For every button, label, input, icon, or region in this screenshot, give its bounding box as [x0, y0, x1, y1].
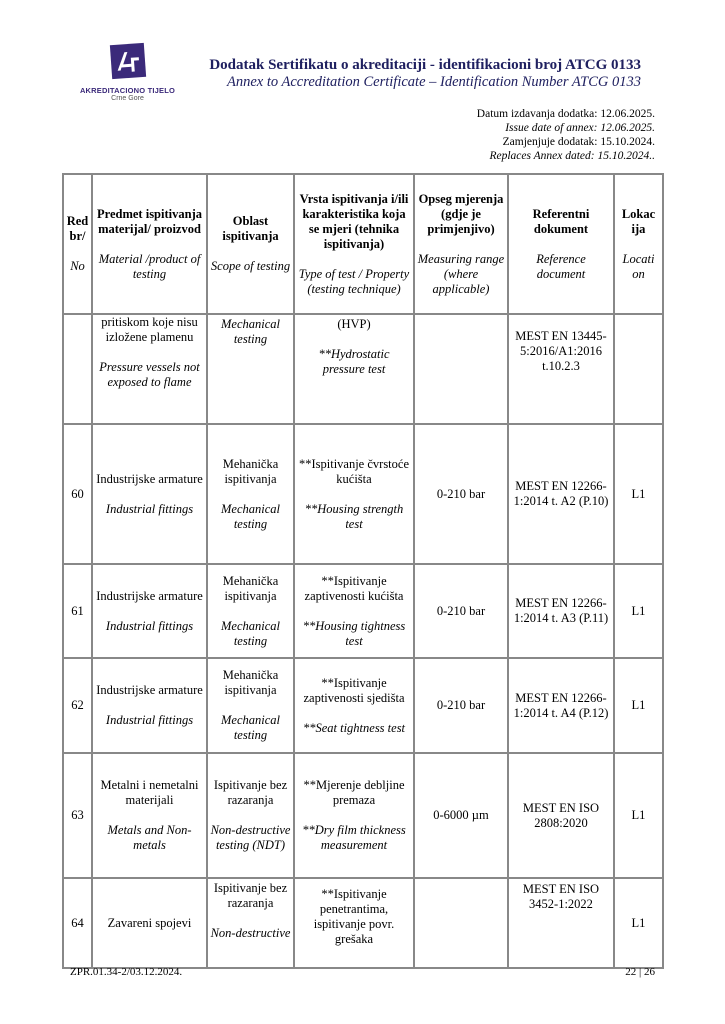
row-number-bs: 60 [71, 486, 84, 501]
material-cell [92, 424, 207, 564]
test-type-cell-en: **Housing tightness test [302, 618, 406, 648]
range-cell-bs: 0-210 bar [436, 486, 486, 501]
scope-cell [207, 878, 294, 968]
material-cell-bs: Industrijske armature [96, 471, 203, 486]
scope-cell [207, 424, 294, 564]
scope-cell-bs: Mehanička ispitivanja [222, 668, 279, 697]
header-location-bs: Lokac ija [621, 206, 656, 236]
material-cell [92, 878, 207, 968]
location-cell [614, 878, 663, 968]
material-cell-en: Industrial fittings [105, 618, 194, 633]
reference-cell-bs: MEST EN 12266-1:2014 t. A3 (P.11) [513, 596, 609, 625]
scope-cell [207, 564, 294, 658]
header-scope-bs: Oblast ispitivanja [222, 214, 279, 243]
test-type-cell [294, 564, 414, 658]
reference-cell-bs: MEST EN 12266-1:2014 t. A2 (P.10) [513, 479, 609, 508]
range-cell [414, 424, 508, 564]
material-cell [92, 658, 207, 753]
test-type-cell-bs: **Ispitivanje čvrstoće kućišta [298, 456, 410, 486]
material-cell [92, 564, 207, 658]
header-material [92, 174, 207, 314]
header-no-bs: Red br/ [66, 214, 89, 243]
header-range-bs: Opseg mjerenja (gdje je primjenjivo) [418, 191, 504, 236]
test-type-cell-en: **Seat tightness test [302, 720, 406, 735]
range-cell-bs: 0-210 bar [436, 603, 486, 618]
reference-cell-bs: MEST EN ISO 2808:2020 [522, 800, 600, 830]
location-cell-bs: L1 [631, 698, 646, 712]
test-type-cell-bs: (HVP) [337, 317, 371, 331]
test-type-cell-bs: **Ispitivanje zaptivenosti sjedišta [303, 675, 405, 705]
reference-cell [508, 424, 614, 564]
location-cell [614, 564, 663, 658]
row-number-bs: 62 [71, 698, 84, 712]
test-type-cell-en: **Dry film thickness measurement [302, 823, 406, 852]
location-cell-bs: L1 [631, 808, 646, 822]
scope-cell [207, 314, 294, 424]
test-type-cell [294, 314, 414, 424]
scope-cell-bs: Mehanička ispitivanja [222, 456, 279, 486]
header-scope-en: Scope of testing [210, 259, 291, 273]
reference-cell [508, 878, 614, 968]
test-type-cell-bs: **Ispitivanje zaptivenosti kućišta [304, 573, 404, 603]
location-cell [614, 314, 663, 424]
test-type-cell [294, 424, 414, 564]
test-type-cell [294, 658, 414, 753]
scope-cell-bs: Mehanička ispitivanja [222, 573, 279, 603]
location-cell [614, 658, 663, 753]
row-number [63, 753, 92, 878]
range-cell [414, 314, 508, 424]
row-number [63, 878, 92, 968]
scope-cell-bs: Ispitivanje bez razaranja [213, 778, 288, 807]
header-no [63, 174, 92, 314]
table-header [63, 174, 663, 314]
replaces-date-bs: Zamjenjuje dodatak: 15.10.2024. [502, 136, 655, 148]
header-material-en: Material /product of testing [98, 251, 201, 281]
logo [70, 44, 185, 102]
issue-date-en: Issue date of annex: 12.06.2025. [505, 122, 655, 134]
logo-mark-icon [109, 43, 145, 79]
row-number-bs: 61 [71, 603, 84, 618]
header-test-type-bs: Vrsta ispitivanja i/ili karakteristika koja se mjeri (tehnika ispitivanja) [299, 191, 409, 251]
material-cell [92, 314, 207, 424]
header-reference-en: Reference document [536, 251, 586, 281]
table-row [63, 878, 663, 968]
range-cell [414, 658, 508, 753]
location-cell-bs: L1 [631, 603, 646, 618]
header-test-type-en: Type of test / Property (testing technique) [298, 266, 410, 296]
reference-cell [508, 564, 614, 658]
range-cell [414, 564, 508, 658]
material-cell-bs: Zavareni spojevi [107, 915, 192, 930]
scope-cell-en: Mechanical testing [220, 618, 280, 648]
replaces-date-en: Replaces Annex dated: 15.10.2024.. [489, 150, 655, 162]
row-number [63, 424, 92, 564]
document-subtitle: Annex to Accreditation Certificate – Identification Number ATCG 0133 [226, 74, 641, 90]
test-type-cell-en: **Hydrostatic pressure test [318, 347, 390, 376]
range-cell [414, 878, 508, 968]
table-row [63, 424, 663, 564]
document-title: Dodatak Sertifikatu o akreditaciji - identifikacioni broj ATCG 0133 [209, 57, 641, 73]
location-cell [614, 424, 663, 564]
test-type-cell [294, 753, 414, 878]
scope-cell-en: Mechanical testing [220, 713, 280, 742]
material-cell-en: Pressure vessels not exposed to flame [99, 360, 200, 389]
header-test-type [294, 174, 414, 314]
issue-date-bs: Datum izdavanja dodatka: 12.06.2025. [476, 108, 655, 120]
scope-cell-en: Mechanical testing [220, 317, 280, 346]
scope-cell [207, 753, 294, 878]
row-number [63, 658, 92, 753]
reference-cell-bs: MEST EN 13445-5:2016/A1:2016 t.10.2.3 [515, 329, 607, 373]
material-cell-en: Industrial fittings [105, 501, 194, 516]
table-row [63, 658, 663, 753]
reference-cell-bs: MEST EN ISO 3452-1:2022 [522, 882, 600, 911]
header-reference-bs: Referentni dokument [532, 206, 590, 236]
material-cell-bs: Industrijske armature [96, 683, 203, 697]
reference-cell [508, 753, 614, 878]
header-location-en: Locati on [622, 251, 655, 281]
material-cell-en: Metals and Non-metals [107, 823, 192, 852]
range-cell-bs: 0-210 bar [436, 698, 486, 712]
material-cell-bs: Industrijske armature [96, 588, 203, 603]
location-cell [614, 753, 663, 878]
logo-subtitle: Crne Gore [111, 95, 144, 102]
scope-cell-en: Mechanical testing [220, 501, 280, 531]
scope-cell-en: Non-destructive testing (NDT) [210, 823, 291, 852]
table-row [63, 564, 663, 658]
material-cell-bs: Metalni i nemetalni materijali [100, 778, 199, 807]
page-number: 22 | 26 [625, 966, 655, 978]
header-location [614, 174, 663, 314]
test-type-cell [294, 878, 414, 968]
reference-cell-bs: MEST EN 12266-1:2014 t. A4 (P.12) [513, 690, 609, 720]
logo-name: AKREDITACIONO TIJELO [79, 86, 176, 95]
row-number [63, 314, 92, 424]
test-type-cell-bs: **Mjerenje debljine premaza [303, 778, 405, 807]
row-number [63, 564, 92, 658]
material-cell-en: Industrial fittings [105, 713, 194, 727]
header-no-en: No [70, 259, 85, 273]
table-row [63, 753, 663, 878]
header-reference [508, 174, 614, 314]
header-range [414, 174, 508, 314]
reference-cell [508, 658, 614, 753]
scope-cell-bs: Ispitivanje bez razaranja [213, 881, 288, 910]
header-range-en: Measuring range (where applicable) [417, 251, 505, 296]
location-cell-bs: L1 [631, 486, 646, 501]
scope-cell [207, 658, 294, 753]
material-cell [92, 753, 207, 878]
material-cell-bs: pritiskom koje nisu izložene plamenu [101, 315, 198, 344]
accreditation-table [62, 173, 664, 969]
range-cell [414, 753, 508, 878]
row-number-bs: 64 [71, 915, 84, 930]
scope-cell-en: Non-destructive [210, 926, 291, 940]
range-cell-bs: 0-6000 µm [433, 808, 489, 822]
header-material-bs: Predmet ispitivanja materijal/ proizvod [97, 206, 202, 236]
location-cell-bs: L1 [631, 915, 646, 930]
table-row [63, 314, 663, 424]
header-scope [207, 174, 294, 314]
footer-doc-code: ZPR.01.34-2/03.12.2024. [70, 966, 183, 978]
test-type-cell-bs: **Ispitivanje penetrantima, ispitivanje povr. grešaka [313, 887, 395, 946]
issue-dates [477, 107, 655, 163]
reference-cell [508, 314, 614, 424]
test-type-cell-en: **Housing strength test [304, 501, 404, 531]
row-number-bs: 63 [71, 808, 84, 822]
